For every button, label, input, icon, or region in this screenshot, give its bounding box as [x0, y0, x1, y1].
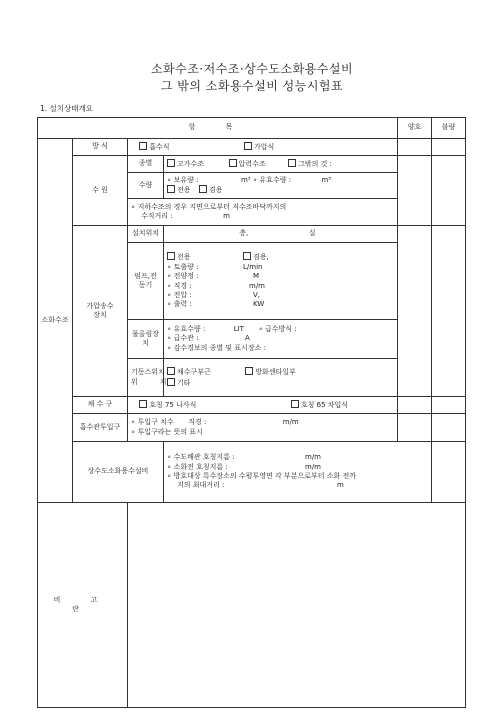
- row-pressure-location: [38, 226, 466, 243]
- label-location: 설치위치: [128, 226, 164, 243]
- label-fire-tank: 소화수조: [38, 139, 73, 503]
- checkbox[interactable]: [167, 159, 175, 167]
- label-priming: 물올림장치: [128, 320, 164, 359]
- row-water-supply: [38, 442, 466, 503]
- row-intake: [38, 414, 466, 442]
- water-supply-details: ∘ 수도배관 호칭지름 : m/m ∘ 소화전 호칭지름 : m/m ∘ 방호대상 특수장소의 수평투영면 각 부분으로부터 소화 전까 지의 최대거리 : m: [164, 442, 432, 503]
- source-amount: ∘ 보유량 : m³ ∘ 유효수량 : m³ 전용 겸용: [164, 173, 398, 199]
- inspection-table: [37, 117, 466, 708]
- label-pump: 펌프,전동기: [128, 243, 164, 320]
- label-start-switch: 기동스위치 위 치: [128, 359, 164, 397]
- cell-bad[interactable]: [432, 414, 466, 442]
- label-pressure: 가압송수 장치: [73, 226, 128, 397]
- checkbox[interactable]: [288, 159, 296, 167]
- header-row: [38, 118, 466, 139]
- label-outlet: 채 수 구: [73, 397, 128, 414]
- cell-good[interactable]: [432, 442, 466, 503]
- row-remarks: [38, 503, 466, 708]
- start-switch-options: 채수구부근 방화센타일부 기타: [164, 359, 398, 397]
- document-title-line1: 소화수조·저수조·상수도소화용수설비: [150, 62, 354, 76]
- label-source-amount: 수량: [128, 173, 164, 199]
- cell-good[interactable]: [398, 414, 432, 442]
- row-method: [38, 139, 466, 156]
- checkbox[interactable]: [291, 400, 299, 408]
- checkbox[interactable]: [199, 185, 207, 193]
- pump-details: 전용 겸용, ∘ 토출량 : L/min ∘ 전양정 : M ∘ 직경 : m/m ∘ 전압 : V, ∘ 출력 : KW: [164, 243, 398, 320]
- source-underground: ∘ 지하수조의 경우 지면으로부터 저수조바닥까지의 수직거리 : m: [128, 199, 398, 226]
- method-options: 흡수식 가압식: [128, 139, 398, 156]
- pressure-location: 층, 실: [164, 226, 398, 243]
- intake-details: ∘ 투입구 치수 직경 : m/m ∘ 투입구라는 뜻의 표시: [128, 414, 398, 442]
- checkbox[interactable]: [167, 252, 175, 260]
- cell-good[interactable]: [398, 226, 432, 397]
- row-outlet: [38, 397, 466, 414]
- cell-bad[interactable]: [432, 156, 466, 226]
- document-title-line2: 그 밖의 소화용수설비 성능시험표: [160, 79, 344, 93]
- cell-bad[interactable]: [432, 226, 466, 397]
- label-water-supply: 상수도소화용수설비: [73, 442, 164, 503]
- section-heading: 1. 설치상태개요: [40, 104, 94, 113]
- checkbox[interactable]: [139, 142, 147, 150]
- row-source-type: [38, 156, 466, 173]
- checkbox[interactable]: [244, 142, 252, 150]
- checkbox[interactable]: [243, 252, 251, 260]
- checkbox[interactable]: [229, 159, 237, 167]
- label-source: 수 원: [73, 156, 128, 226]
- cell-bad[interactable]: [432, 397, 466, 414]
- remarks-area[interactable]: [128, 503, 466, 708]
- checkbox[interactable]: [167, 378, 175, 386]
- label-remarks: 비 고 란: [38, 503, 128, 708]
- cell-bad[interactable]: [432, 139, 466, 156]
- cell-good[interactable]: [398, 397, 432, 414]
- header-bad: 불량: [432, 118, 466, 139]
- priming-details: ∘ 유효수량 : LIT ∘ 급수방식 : ∘ 급수관 : A ∘ 감수경보의 종별 및 표시장소 :: [164, 320, 398, 359]
- header-item: 항 목: [38, 118, 398, 139]
- cell-good[interactable]: [398, 139, 432, 156]
- checkbox[interactable]: [139, 400, 147, 408]
- outlet-options: 호칭 75 나사식 호칭 65 차입식: [128, 397, 398, 414]
- label-intake: 흡수관투입구: [73, 414, 128, 442]
- checkbox[interactable]: [167, 367, 175, 375]
- label-source-type: 종별: [128, 156, 164, 173]
- label-method: 방 식: [73, 139, 128, 156]
- checkbox[interactable]: [245, 367, 253, 375]
- cell-good[interactable]: [398, 156, 432, 226]
- checkbox[interactable]: [167, 185, 175, 193]
- header-good: 양호: [398, 118, 432, 139]
- source-type-options: 고가수조 압력수조 그밖의 것 :: [164, 156, 398, 173]
